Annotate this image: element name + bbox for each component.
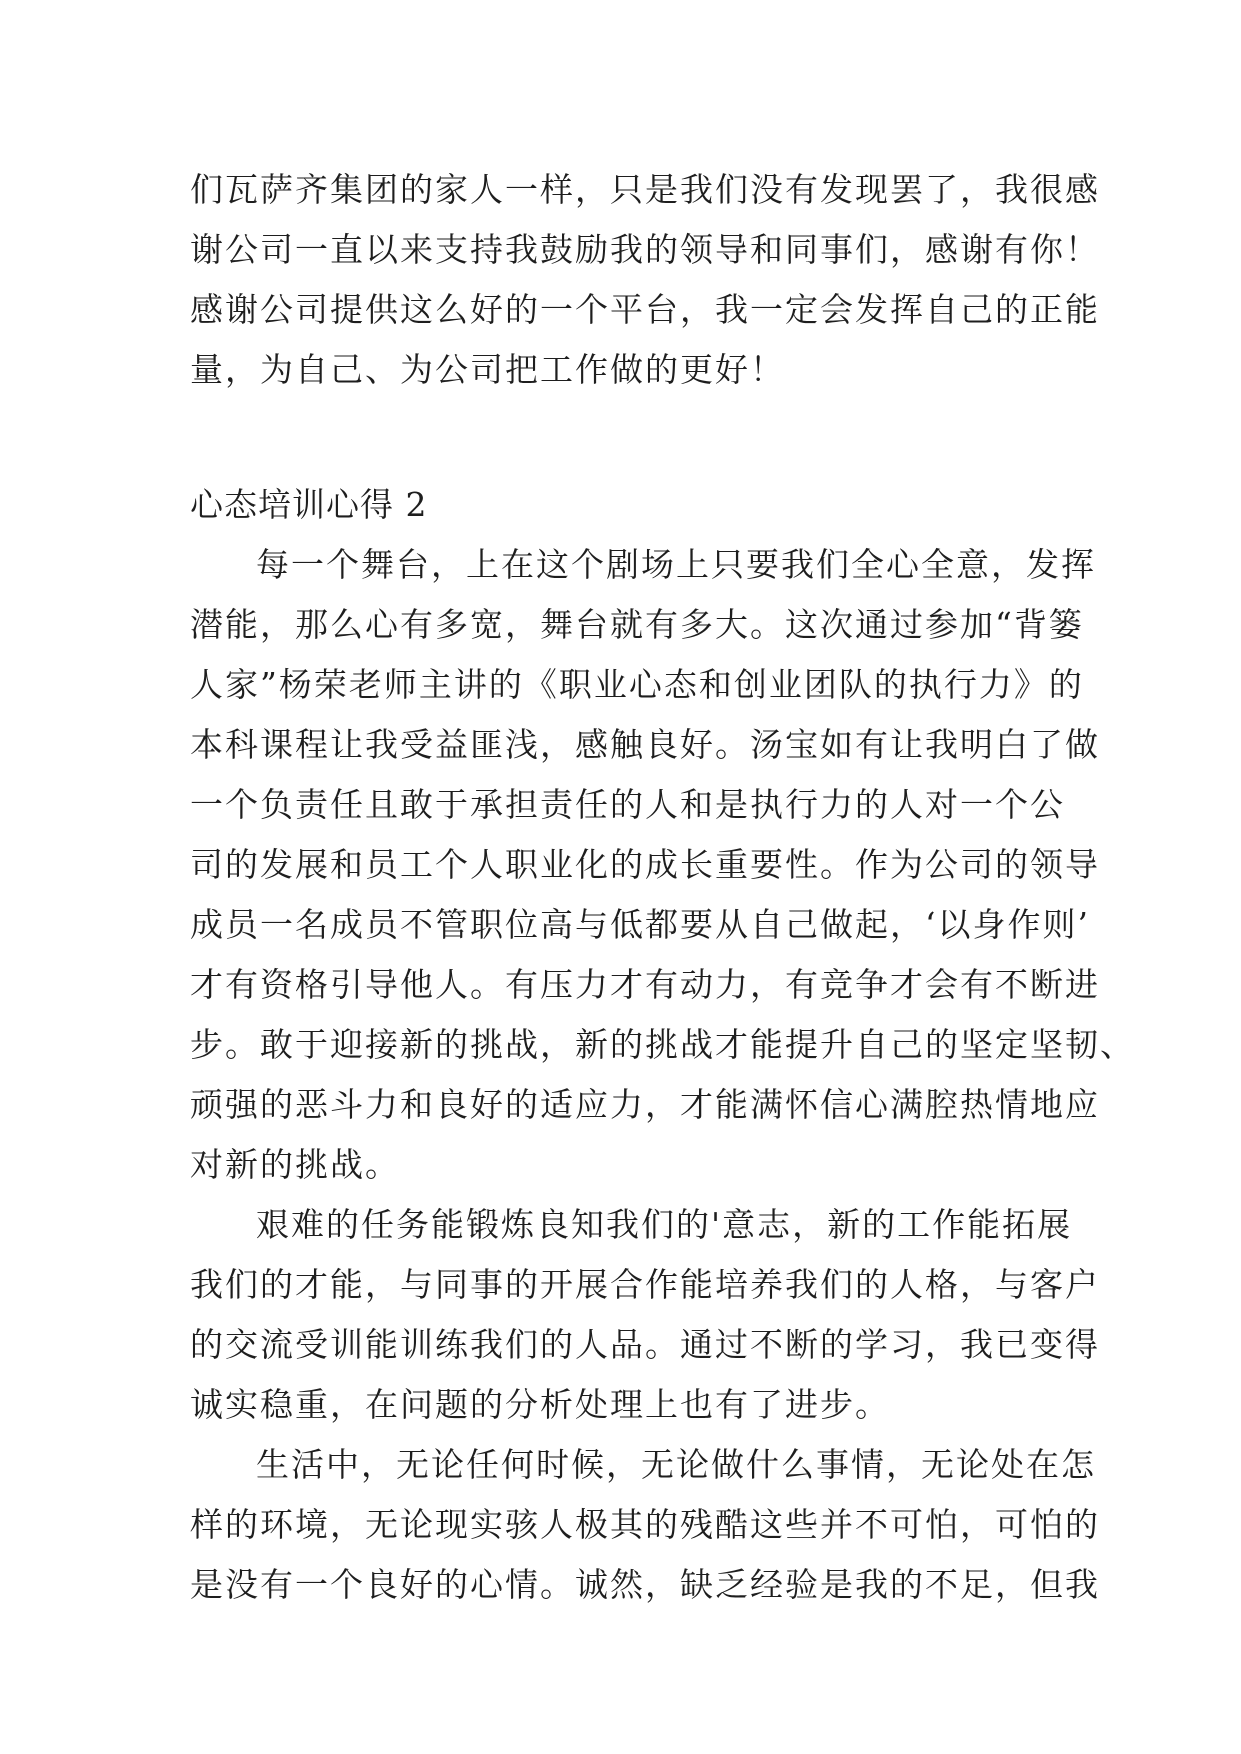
text-line: 感谢公司提供这么好的一个平台，我一定会发挥自己的正能 bbox=[190, 290, 1100, 329]
text-line: 顽强的恶斗力和良好的适应力，才能满怀信心满腔热情地应 bbox=[190, 1085, 1100, 1124]
text-line: 谢公司一直以来支持我鼓励我的领导和同事们，感谢有你！ bbox=[190, 230, 1100, 269]
text-line: 才有资格引导他人。有压力才有动力，有竞争才会有不断进 bbox=[190, 965, 1100, 1004]
text-line: 量，为自己、为公司把工作做的更好！ bbox=[190, 350, 785, 389]
text-line: 司的发展和员工个人职业化的成长重要性。作为公司的领导 bbox=[190, 845, 1100, 884]
text-line: 是没有一个良好的心情。诚然，缺乏经验是我的不足，但我 bbox=[190, 1565, 1100, 1604]
text-line: 潜能，那么心有多宽，舞台就有多大。这次通过参加“背篓 bbox=[190, 605, 1084, 644]
text-line: 我们的才能，与同事的开展合作能培养我们的人格，与客户 bbox=[190, 1265, 1100, 1304]
paragraph-2 bbox=[190, 1195, 1100, 1435]
text-line: 生活中，无论任何时候，无论做什么事情，无论处在怎 bbox=[256, 1445, 1096, 1484]
paragraph-3 bbox=[190, 1435, 1100, 1615]
text-line: 成员一名成员不管职位高与低都要从自己做起，‘以身作则’ bbox=[190, 905, 1090, 944]
text-line: 步。敢于迎接新的挑战，新的挑战才能提升自己的坚定坚韧、 bbox=[190, 1025, 1135, 1064]
text-line: 艰难的任务能锻炼良知我们的'意志，新的工作能拓展 bbox=[256, 1205, 1073, 1244]
text-line: 们瓦萨齐集团的家人一样，只是我们没有发现罢了，我很感 bbox=[190, 170, 1100, 209]
section-heading: 心态培训心得 2 bbox=[190, 485, 428, 524]
document-page bbox=[190, 160, 1135, 1615]
text-line: 人家”杨荣老师主讲的《职业心态和创业团队的执行力》的 bbox=[190, 665, 1084, 704]
text-line: 每一个舞台，上在这个剧场上只要我们全心全意，发挥 bbox=[256, 545, 1096, 584]
text-line: 诚实稳重，在问题的分析处理上也有了进步。 bbox=[190, 1385, 890, 1424]
paragraph-1 bbox=[190, 535, 1135, 1195]
intro-paragraph bbox=[190, 160, 1100, 400]
text-line: 一个负责任且敢于承担责任的人和是执行力的人对一个公 bbox=[190, 785, 1065, 824]
text-line: 样的环境，无论现实骇人极其的残酷这些并不可怕，可怕的 bbox=[190, 1505, 1100, 1544]
text-line: 对新的挑战。 bbox=[190, 1145, 400, 1184]
text-line: 的交流受训能训练我们的人品。通过不断的学习，我已变得 bbox=[190, 1325, 1100, 1364]
text-line: 本科课程让我受益匪浅，感触良好。汤宝如有让我明白了做 bbox=[190, 725, 1100, 764]
